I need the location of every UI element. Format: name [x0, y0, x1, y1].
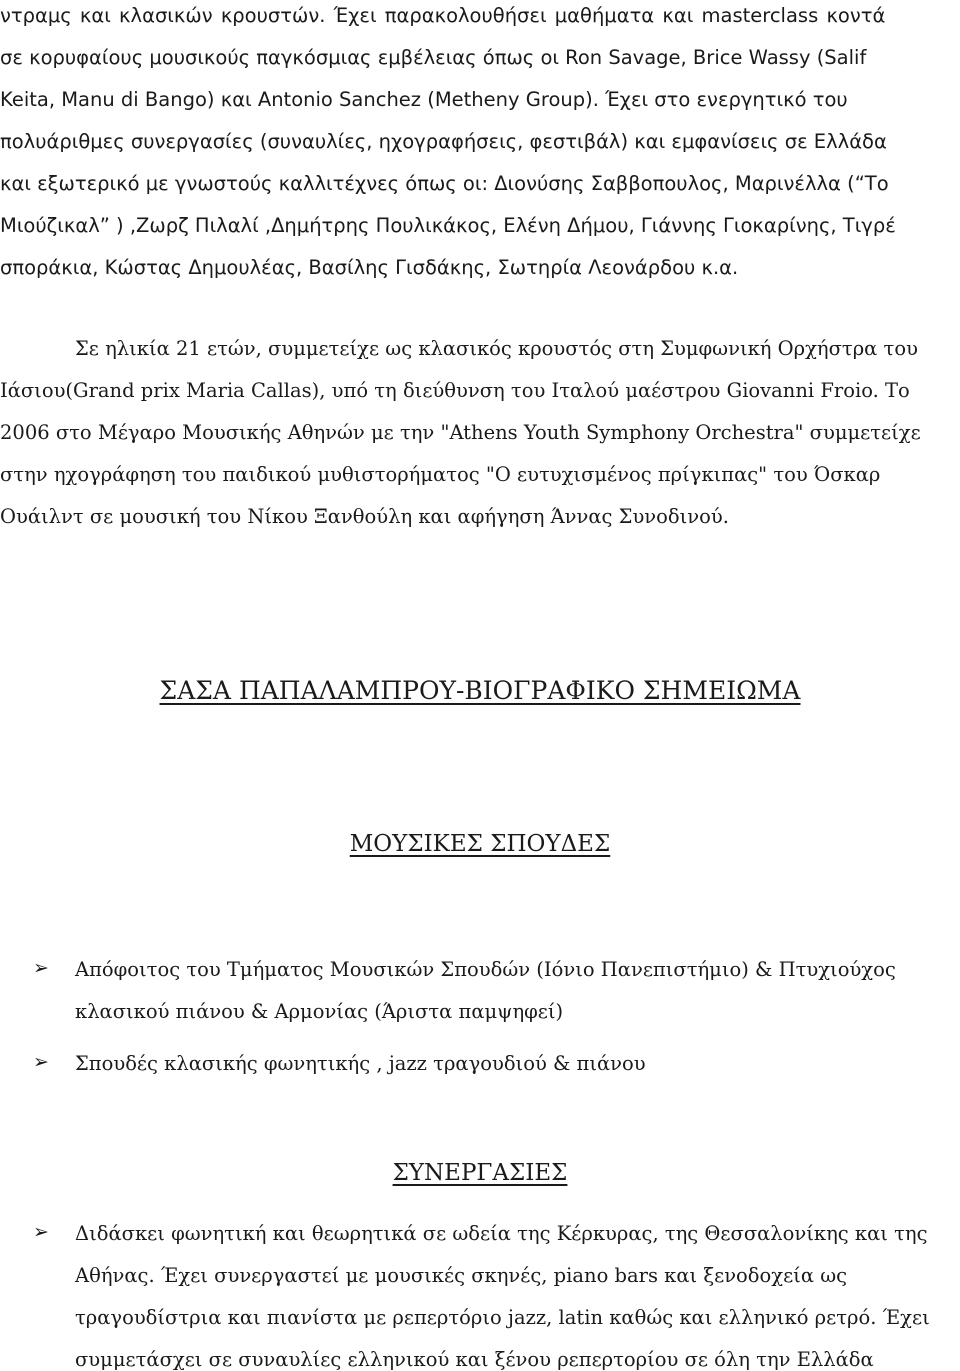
- text-line: και εξωτερικό με γνωστούς καλλιτέχνες όπως οι: Διονύσης Σαββοπουλος, Μαρινέλλα (“Το: [0, 172, 889, 195]
- text-line: ντραμς και κλασικών κρουστών. Έχει παρακολουθήσει μαθήματα και masterclass κοντά: [0, 4, 886, 27]
- list-item-text: Σπουδές κλασικής φωνητικής , jazz τραγουδιού & πιάνου: [75, 1052, 646, 1075]
- list-item-text: Αθήνας. Έχει συνεργαστεί με μουσικές σκηνές, piano bars και ξενοδοχεία ως: [75, 1264, 848, 1287]
- section-heading-studies: ΜΟΥΣΙΚΕΣ ΣΠΟΥΔΕΣ: [349, 831, 611, 857]
- arrow-bullet-icon: ➢: [33, 957, 49, 979]
- section-heading-collaborations: ΣΥΝΕΡΓΑΣΙΕΣ: [392, 1160, 568, 1186]
- text-line: Keita, Manu di Bango) και Antonio Sanchez (Metheny Group). Έχει στο ενεργητικό του: [0, 88, 848, 111]
- page-title: ΣΑΣΑ ΠΑΠΑΛΑΜΠΡΟΥ-ΒΙΟΓΡΑΦΙΚΟ ΣΗΜΕΙΩΜΑ: [159, 676, 801, 705]
- list-item-text: τραγουδίστρια και πιανίστα με ρεπερτόριο jazz, latin καθώς και ελληνικό ρετρό. Έχει: [75, 1306, 930, 1329]
- list-item-text: Απόφοιτος του Τμήματος Μουσικών Σπουδών (Ιόνιο Πανεπιστήμιο) & Πτυχιούχος: [75, 958, 896, 981]
- text-line: Μιούζικαλ” ) ,Ζωρζ Πιλαλί ,Δημήτρης Πουλικάκος, Ελένη Δήμου, Γιάννης Γιοκαρίνης, Τιγρέ: [0, 214, 896, 237]
- list-item-text: Διδάσκει φωνητική και θεωρητικά σε ωδεία της Κέρκυρας, της Θεσσαλονίκης και της: [75, 1222, 928, 1245]
- list-item-text: κλασικού πιάνου & Αρμονίας (Άριστα παμψηφεί): [75, 1000, 564, 1023]
- arrow-bullet-icon: ➢: [33, 1221, 49, 1243]
- text-line: πολυάριθμες συνεργασίες (συναυλίες, ηχογραφήσεις, φεστιβάλ) και εμφανίσεις σε Ελλάδα: [0, 130, 887, 153]
- text-line: Ουάιλντ σε μουσική του Νίκου Ξανθούλη και αφήγηση Άννας Συνοδινού.: [0, 505, 729, 528]
- text-line: 2006 στο Μέγαρο Μουσικής Αθηνών με την "Athens Youth Symphony Orchestra" συμμετείχε: [0, 421, 921, 444]
- text-line: Σε ηλικία 21 ετών, συμμετείχε ως κλασικός κρουστός στη Συμφωνική Ορχήστρα του: [75, 337, 918, 360]
- text-line: σποράκια, Κώστας Δημουλέας, Βασίλης Γισδάκης, Σωτηρία Λεονάρδου κ.α.: [0, 256, 739, 279]
- text-line: Ιάσιου(Grand prix Maria Callas), υπό τη διεύθυνση του Ιταλού μαέστρου Giovanni Froio. Το: [0, 379, 910, 402]
- list-item-text: συμμετάσχει σε συναυλίες ελληνικού και ξένου ρεπερτορίου σε όλη την Ελλάδα: [75, 1348, 874, 1371]
- text-line: στην ηχογράφηση του παιδικού μυθιστορήματος "Ο ευτυχισμένος πρίγκιπας" του Όσκαρ: [0, 463, 881, 486]
- arrow-bullet-icon: ➢: [33, 1051, 49, 1073]
- text-line: σε κορυφαίους μουσικούς παγκόσμιας εμβέλειας όπως οι Ron Savage, Brice Wassy (Salif: [0, 46, 867, 69]
